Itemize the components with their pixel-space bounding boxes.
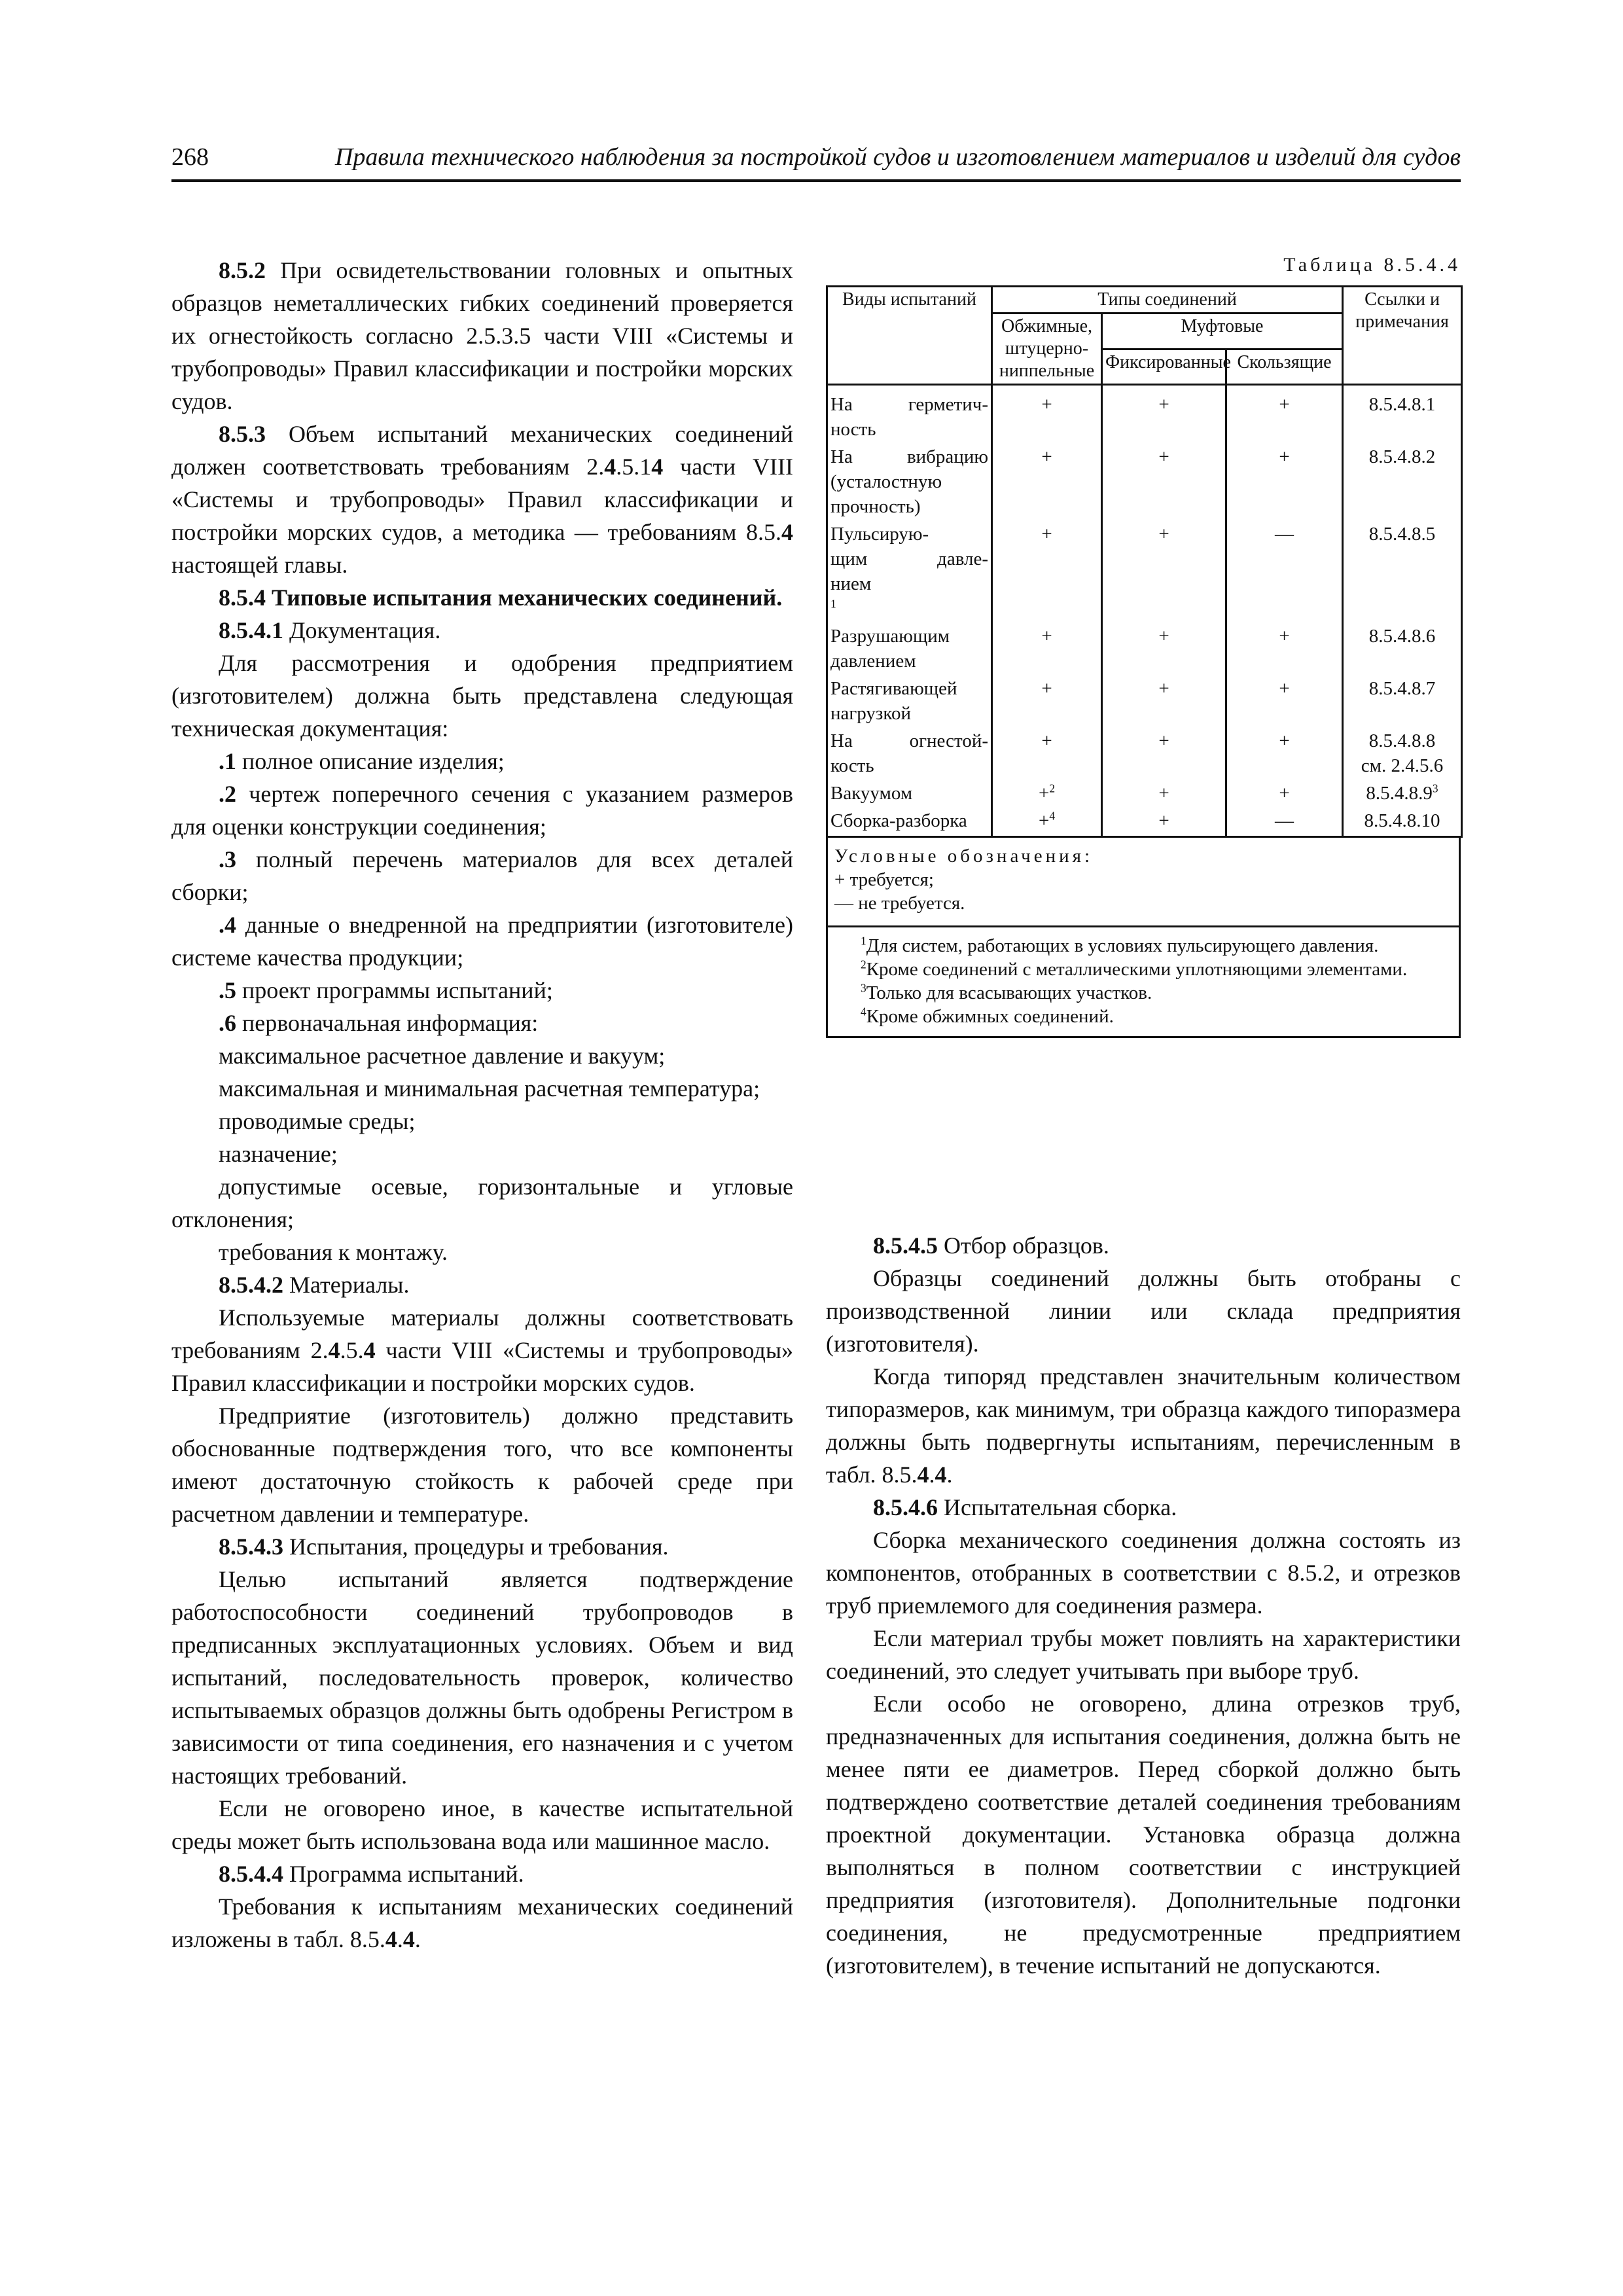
header-references: Ссылки и примечания bbox=[1343, 287, 1462, 385]
reference-cell: 8.5.4.8.7 bbox=[1343, 675, 1462, 727]
fixed-cell: + bbox=[1102, 443, 1226, 520]
paragraph-pipe-material: Если материал трубы может повлиять на характеристики соединений, это следует учитывать при выборе труб. bbox=[826, 1625, 1461, 1684]
paragraph-pipe-length: Если особо не оговорено, длина отрезков труб, предназначенных для испытания соединения, должна быть не менее пяти ее диаметров. Перед сборкой должно быть подтверждено соответствие деталей соединения требованиям проектной документации. Установка образца должна выполняться в полном соответствии с инструкцией предприятия (изготовителя). Дополнительные подгонки соединения, не предусмотренные предприятием (изготовителем), в течение испытаний не допускаются. bbox=[826, 1691, 1461, 1979]
reference-cell: 8.5.4.8.2 bbox=[1343, 443, 1462, 520]
crimp-cell: +$^2$ bbox=[992, 780, 1102, 807]
list-item: .1 полное описание изделия; bbox=[219, 748, 505, 774]
reference-cell: 8.5.4.8.5 bbox=[1343, 520, 1462, 622]
header-coupling: Муфтовые bbox=[1102, 314, 1343, 350]
reference-cell: 8.5.4.8.9$^3$ bbox=[1343, 780, 1462, 807]
section-heading-8-5-4: 8.5.4 Типовые испытания механических соединений. bbox=[219, 584, 783, 611]
test-name: Вакуумом bbox=[827, 780, 992, 807]
fixed-cell: + bbox=[1102, 727, 1226, 780]
table-row bbox=[827, 622, 1462, 675]
list-item: .3 полный перечень материалов для всех деталей сборки; bbox=[171, 846, 793, 905]
test-name: На герметич- ность bbox=[827, 385, 992, 444]
reference-cell: 8.5.4.8.1 bbox=[1343, 385, 1462, 444]
legend-divider bbox=[828, 925, 1459, 927]
fixed-cell: + bbox=[1102, 520, 1226, 622]
legend-item: + требуется; bbox=[834, 869, 934, 890]
header-crimp: Обжимные, штуцерно-ниппельные bbox=[992, 314, 1102, 385]
test-name: На вибрацию (усталостную прочность) bbox=[827, 443, 992, 520]
table-row bbox=[827, 727, 1462, 780]
info-line: требования к монтажу. bbox=[219, 1239, 448, 1265]
legend-item: — не требуется. bbox=[834, 893, 965, 914]
paragraph-8-5-4-2: 8.5.4.2 Материалы. bbox=[219, 1272, 410, 1298]
table-row bbox=[827, 807, 1462, 837]
info-line: назначение; bbox=[219, 1141, 338, 1167]
test-name: Разрушающим давлением bbox=[827, 622, 992, 675]
header-connection-types: Типы соединений bbox=[992, 287, 1343, 314]
sliding-cell: + bbox=[1226, 780, 1343, 807]
list-item: .4 данные о внедренной на предприятии (изготовителе) системе качества продукции; bbox=[171, 912, 793, 971]
sliding-cell: + bbox=[1226, 727, 1343, 780]
fixed-cell: + bbox=[1102, 675, 1226, 727]
crimp-cell: + bbox=[992, 443, 1102, 520]
test-name: Сборка-разборка bbox=[827, 807, 992, 837]
header-test-types: Виды испытаний bbox=[827, 287, 992, 385]
paragraph-medium: Если не оговорено иное, в качестве испытательной среды может быть использована вода или машинное масло. bbox=[171, 1795, 793, 1854]
list-item: .2 чертеж поперечного сечения с указанием размеров для оценки конструкции соединения; bbox=[171, 781, 793, 840]
sliding-cell: + bbox=[1226, 443, 1343, 520]
table-row bbox=[827, 780, 1462, 807]
crimp-cell: + bbox=[992, 675, 1102, 727]
reference-cell: 8.5.4.8.8 см. 2.4.5.6 bbox=[1343, 727, 1462, 780]
right-column bbox=[826, 1229, 1461, 1982]
page-number: 268 bbox=[171, 143, 209, 171]
info-line: максимальная и минимальная расчетная температура; bbox=[219, 1075, 760, 1102]
paragraph-enterprise: Предприятие (изготовитель) должно представить обоснованные подтверждения того, что все компоненты имеют достаточную стойкость к рабочей среде при расчетном давлении и температуре. bbox=[171, 1403, 793, 1527]
left-column bbox=[171, 254, 793, 1956]
paragraph-program-text: Требования к испытаниям механических соединений изложены в табл. 8.5.4.4. bbox=[171, 1893, 793, 1952]
footnote: $^1$Для систем, работающих в условиях пульсирующего давления. bbox=[861, 934, 1379, 956]
tests-table bbox=[826, 285, 1463, 838]
paragraph-8-5-4-4: 8.5.4.4 Программа испытаний. bbox=[219, 1861, 524, 1887]
fixed-cell: + bbox=[1102, 385, 1226, 444]
paragraph-assembly-text: Сборка механического соединения должна состоять из компонентов, отобранных в соответствии с 8.5.2, и отрезков труб приемлемого для соединения размера. bbox=[826, 1527, 1461, 1619]
table-caption: Таблица 8.5.4.4 bbox=[1283, 254, 1461, 276]
page-header bbox=[171, 143, 1461, 182]
crimp-cell: + bbox=[992, 385, 1102, 444]
paragraph-goal: Целью испытаний является подтверждение работоспособности соединений трубопроводов в предписанных эксплуатационных условиях. Объем и вид испытаний, последовательность проверок, количество испытываемых образцов должны быть одобрены Регистром в зависимости от типа соединения, его назначения и с учетом настоящих требований. bbox=[171, 1566, 793, 1789]
paragraph-documentation: Для рассмотрения и одобрения предприятием (изготовителем) должна быть представлена следующая техническая документация: bbox=[171, 650, 793, 742]
paragraph-8-5-4-1: 8.5.4.1 Документация. bbox=[219, 617, 441, 643]
table-legend bbox=[826, 838, 1461, 1038]
sliding-cell: — bbox=[1226, 520, 1343, 622]
table-row bbox=[827, 385, 1462, 444]
crimp-cell: + bbox=[992, 520, 1102, 622]
test-name: Пульсирую- щим давле- нием $^1$ bbox=[827, 520, 992, 622]
footnote: $^4$Кроме обжимных соединений. bbox=[861, 1005, 1114, 1027]
tests-table-block bbox=[826, 285, 1461, 1038]
crimp-cell: + bbox=[992, 622, 1102, 675]
list-item: .5 проект программы испытаний; bbox=[219, 977, 553, 1003]
reference-cell: 8.5.4.8.6 bbox=[1343, 622, 1462, 675]
paragraph-materials-text: Используемые материалы должны соответствовать требованиям 2.4.5.4 части VIII «Системы и трубопроводы» Правил классификации и постройки морских судов. bbox=[171, 1304, 794, 1396]
legend-title: Условные обозначения: bbox=[834, 846, 1094, 867]
info-line: проводимые среды; bbox=[219, 1108, 416, 1134]
fixed-cell: + bbox=[1102, 807, 1226, 837]
sliding-cell: + bbox=[1226, 622, 1343, 675]
paragraph-8-5-2: 8.5.2 При освидетельствовании головных и опытных образцов неметаллических гибких соединений проверяется их огнестойкость согласно 2.5.3.5 части VIII «Системы и трубопроводы» Правил классификации и постройки морских судов. bbox=[171, 257, 793, 414]
sliding-cell: + bbox=[1226, 385, 1343, 444]
crimp-cell: +$^4$ bbox=[992, 807, 1102, 837]
paragraph-8-5-4-6: 8.5.4.6 Испытательная сборка. bbox=[873, 1494, 1177, 1520]
info-line: допустимые осевые, горизонтальные и угловые отклонения; bbox=[171, 1174, 793, 1232]
header-sliding: Скользящие bbox=[1226, 349, 1343, 385]
table-row bbox=[827, 675, 1462, 727]
fixed-cell: + bbox=[1102, 622, 1226, 675]
paragraph-8-5-4-3: 8.5.4.3 Испытания, процедуры и требования. bbox=[219, 1534, 669, 1560]
info-line: максимальное расчетное давление и вакуум; bbox=[219, 1043, 666, 1069]
crimp-cell: + bbox=[992, 727, 1102, 780]
sliding-cell: — bbox=[1226, 807, 1343, 837]
paragraph-8-5-3: 8.5.3 Объем испытаний механических соединений должен соответствовать требованиям 2.4.5.14 части VIII «Системы и трубопроводы» Правил классификации и постройки морских судов, а методика — требованиям 8.5.4 настоящей главы. bbox=[171, 421, 793, 578]
table-row bbox=[827, 443, 1462, 520]
footnote: $^2$Кроме соединений с металлическими уплотняющими элементами. bbox=[861, 958, 1408, 980]
test-name: На огнестой- кость bbox=[827, 727, 992, 780]
fixed-cell: + bbox=[1102, 780, 1226, 807]
header-fixed: Фиксированные bbox=[1102, 349, 1226, 385]
paragraph-series: Когда типоряд представлен значительным количеством типоразмеров, как минимум, три образца каждого типоразмера должны быть подвергнуты испытаниям, перечисленным в табл. 8.5.4.4. bbox=[826, 1363, 1461, 1488]
paragraph-samples-text: Образцы соединений должны быть отобраны с производственной линии или склада предприятия (изготовителя). bbox=[826, 1265, 1461, 1357]
table-row bbox=[827, 520, 1462, 622]
running-title: Правила технического наблюдения за постройкой судов и изготовлением материалов и изделий для судов bbox=[334, 143, 1461, 171]
paragraph-8-5-4-5: 8.5.4.5 Отбор образцов. bbox=[873, 1232, 1109, 1259]
reference-cell: 8.5.4.8.10 bbox=[1343, 807, 1462, 837]
test-name: Растягивающей нагрузкой bbox=[827, 675, 992, 727]
sliding-cell: + bbox=[1226, 675, 1343, 727]
footnote: $^3$Только для всасывающих участков. bbox=[861, 981, 1152, 1003]
list-item: .6 первоначальная информация: bbox=[219, 1010, 539, 1036]
